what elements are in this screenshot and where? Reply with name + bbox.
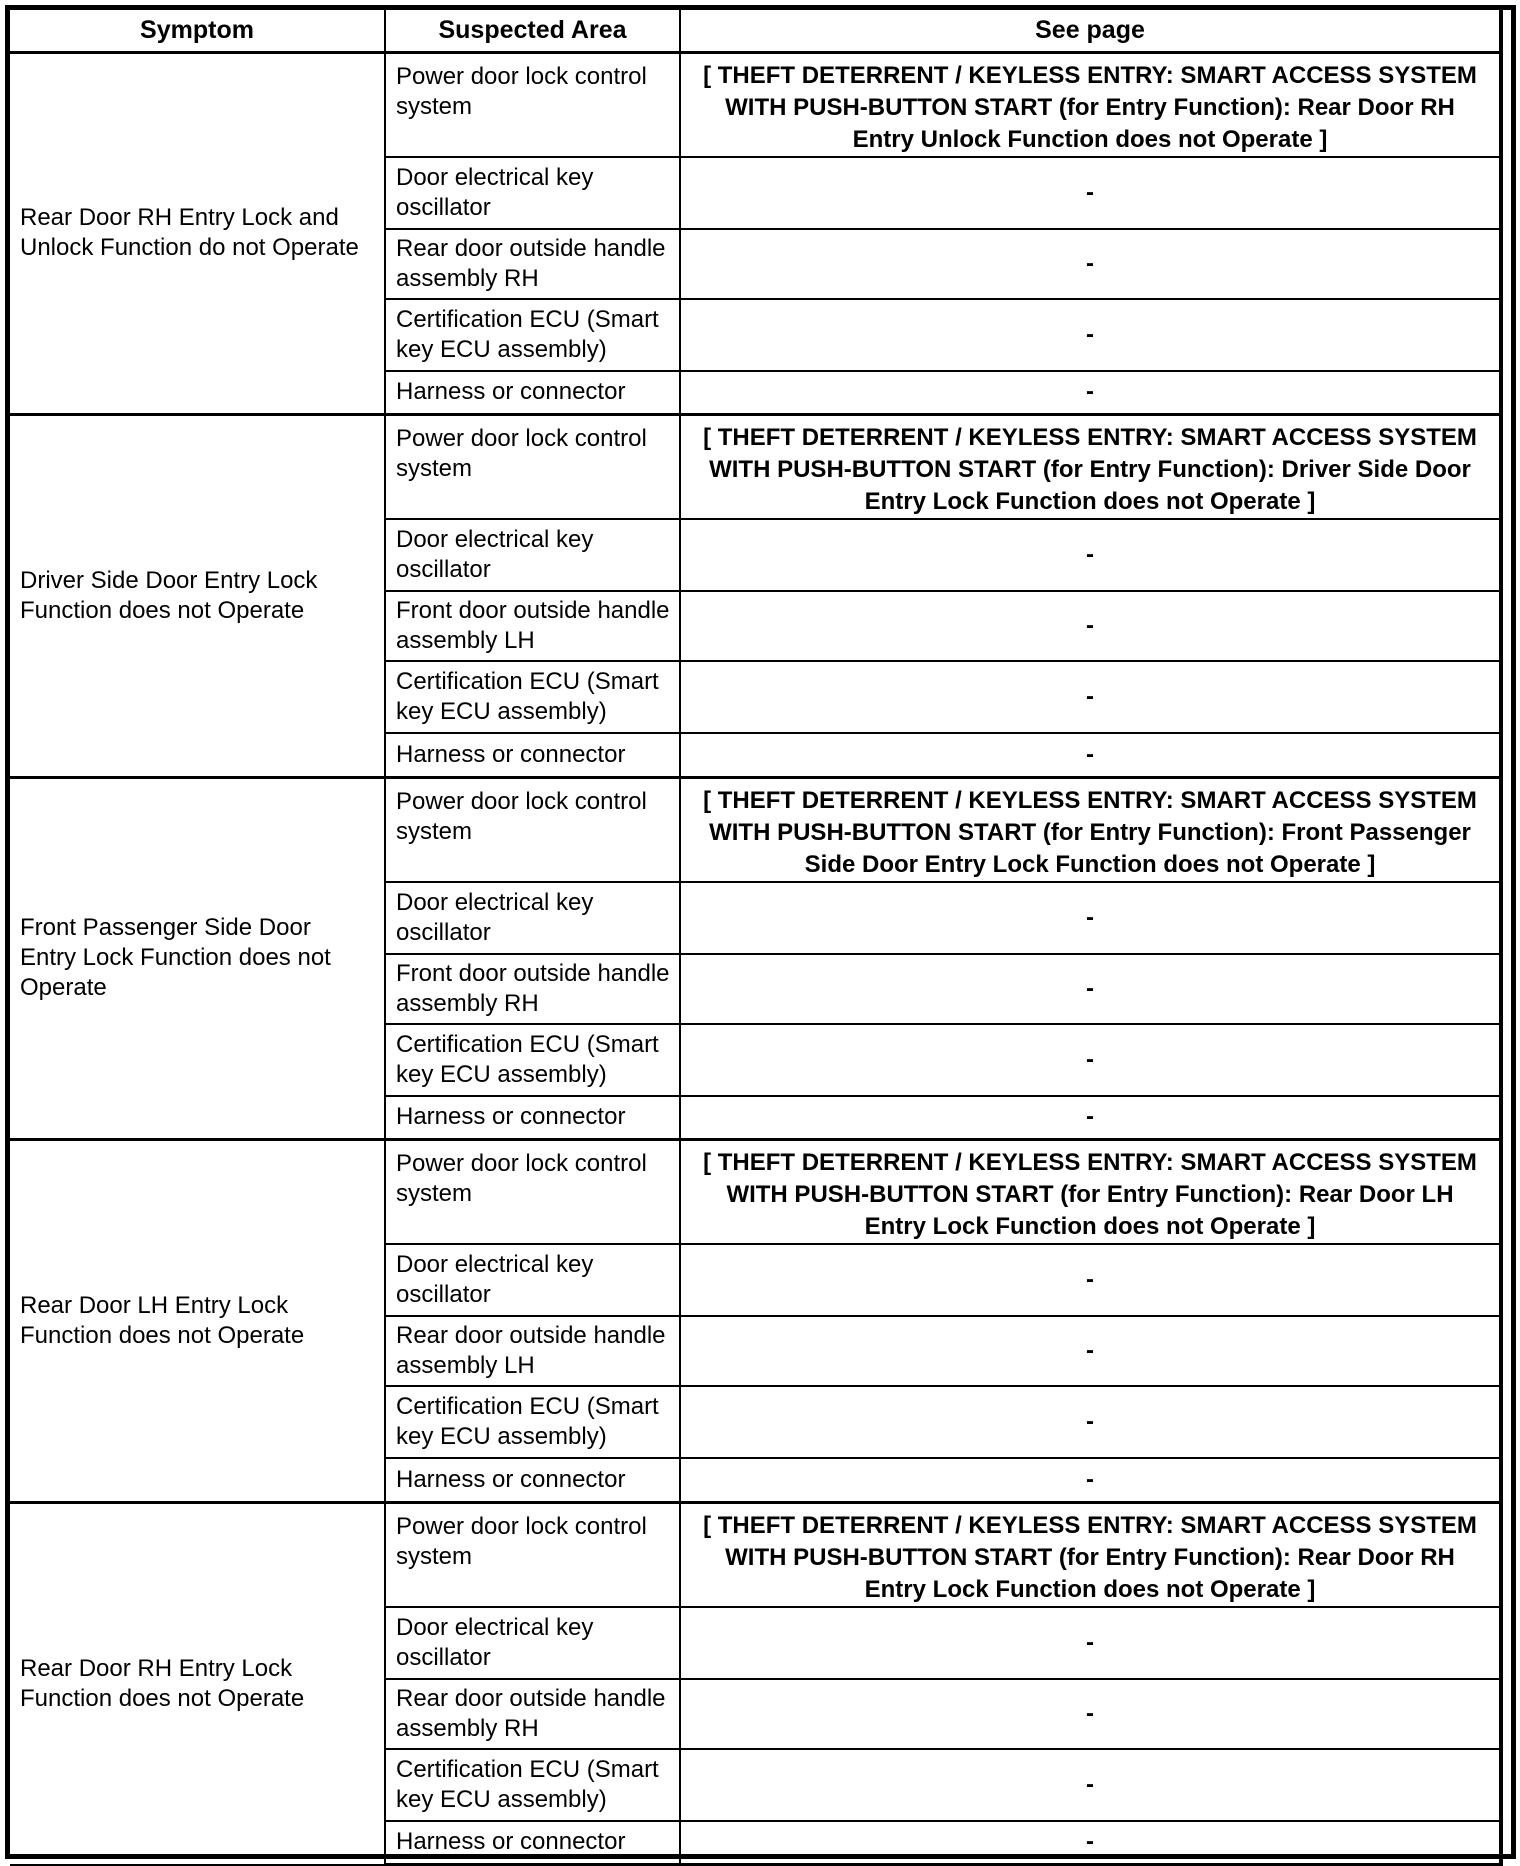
see-page-cell: [ THEFT DETERRENT / KEYLESS ENTRY: SMART ACCESS SYSTEM WITH PUSH-BUTTON START (for Entry Function): Front Passenger Side Door Entry Lock Function does not Operate ] [680,777,1501,882]
see-page-cell: - [680,591,1501,661]
table-row [10,1140,1501,1245]
symptom-cell: Front Passenger Side Door Entry Lock Function does not Operate [10,777,385,1140]
see-page-cell: - [680,1821,1501,1865]
suspected-area-cell: Power door lock control system [385,777,680,882]
see-page-cell: - [680,299,1501,371]
see-page-cell: - [680,1024,1501,1096]
suspected-area-cell: Rear door outside handle assembly RH [385,229,680,299]
suspected-area-cell: Door electrical key oscillator [385,1244,680,1316]
table-row [10,415,1501,520]
see-page-cell: - [680,1679,1501,1749]
suspected-area-cell: Door electrical key oscillator [385,519,680,591]
suspected-area-cell: Rear door outside handle assembly RH [385,1679,680,1749]
suspected-area-cell: Harness or connector [385,371,680,415]
suspected-area-cell: Rear door outside handle assembly LH [385,1316,680,1386]
column-header-suspected-area: Suspected Area [385,10,680,52]
table-row [10,52,1501,157]
suspected-area-cell: Harness or connector [385,1096,680,1140]
see-page-cell: - [680,1096,1501,1140]
see-page-cell: - [680,157,1501,229]
see-page-cell: - [680,1458,1501,1502]
suspected-area-cell: Certification ECU (Smart key ECU assembly) [385,299,680,371]
symptom-cell: Rear Door LH Entry Lock Function does not Operate [10,1140,385,1503]
see-page-cell: - [680,229,1501,299]
see-page-cell: - [680,1316,1501,1386]
suspected-area-cell: Power door lock control system [385,1140,680,1245]
suspected-area-cell: Certification ECU (Smart key ECU assembly) [385,1024,680,1096]
see-page-cell: [ THEFT DETERRENT / KEYLESS ENTRY: SMART ACCESS SYSTEM WITH PUSH-BUTTON START (for Entry Function): Driver Side Door Entry Lock Function does not Operate ] [680,415,1501,520]
see-page-cell: - [680,1607,1501,1679]
suspected-area-cell: Front door outside handle assembly LH [385,591,680,661]
see-page-cell: [ THEFT DETERRENT / KEYLESS ENTRY: SMART ACCESS SYSTEM WITH PUSH-BUTTON START (for Entry Function): Rear Door RH Entry Lock Function does not Operate ] [680,1502,1501,1607]
header-row [10,10,1501,52]
see-page-cell: - [680,954,1501,1024]
column-header-symptom: Symptom [10,10,385,52]
suspected-area-cell: Power door lock control system [385,415,680,520]
table-row [10,1502,1501,1607]
symptom-cell: Driver Side Door Entry Lock Function does not Operate [10,415,385,778]
suspected-area-cell: Door electrical key oscillator [385,1607,680,1679]
see-page-cell: - [680,882,1501,954]
suspected-area-cell: Certification ECU (Smart key ECU assembly) [385,1749,680,1821]
see-page-cell: [ THEFT DETERRENT / KEYLESS ENTRY: SMART ACCESS SYSTEM WITH PUSH-BUTTON START (for Entry Function): Rear Door LH Entry Lock Function does not Operate ] [680,1140,1501,1245]
suspected-area-cell: Harness or connector [385,1821,680,1865]
suspected-area-cell: Power door lock control system [385,52,680,157]
see-page-cell: - [680,1386,1501,1458]
table-header [10,10,1501,52]
suspected-area-cell: Harness or connector [385,733,680,777]
suspected-area-cell: Door electrical key oscillator [385,157,680,229]
see-page-cell: - [680,371,1501,415]
suspected-area-cell: Door electrical key oscillator [385,882,680,954]
suspected-area-cell: Certification ECU (Smart key ECU assembly) [385,1386,680,1458]
see-page-cell: [ THEFT DETERRENT / KEYLESS ENTRY: SMART ACCESS SYSTEM WITH PUSH-BUTTON START (for Entry Function): Rear Door RH Entry Unlock Function does not Operate ] [680,52,1501,157]
see-page-cell: - [680,1749,1501,1821]
table-row [10,777,1501,882]
see-page-cell: - [680,733,1501,777]
see-page-cell: - [680,1244,1501,1316]
diagnostic-table [10,10,1503,1866]
suspected-area-cell: Certification ECU (Smart key ECU assembly) [385,661,680,733]
symptom-cell: Rear Door RH Entry Lock Function does not Operate [10,1502,385,1865]
column-header-see-page: See page [680,10,1501,52]
suspected-area-cell: Front door outside handle assembly RH [385,954,680,1024]
suspected-area-cell: Power door lock control system [385,1502,680,1607]
suspected-area-cell: Harness or connector [385,1458,680,1502]
symptom-cell: Rear Door RH Entry Lock and Unlock Function do not Operate [10,52,385,415]
page-frame [5,5,1516,1859]
table-body [10,52,1501,1865]
see-page-cell: - [680,519,1501,591]
see-page-cell: - [680,661,1501,733]
